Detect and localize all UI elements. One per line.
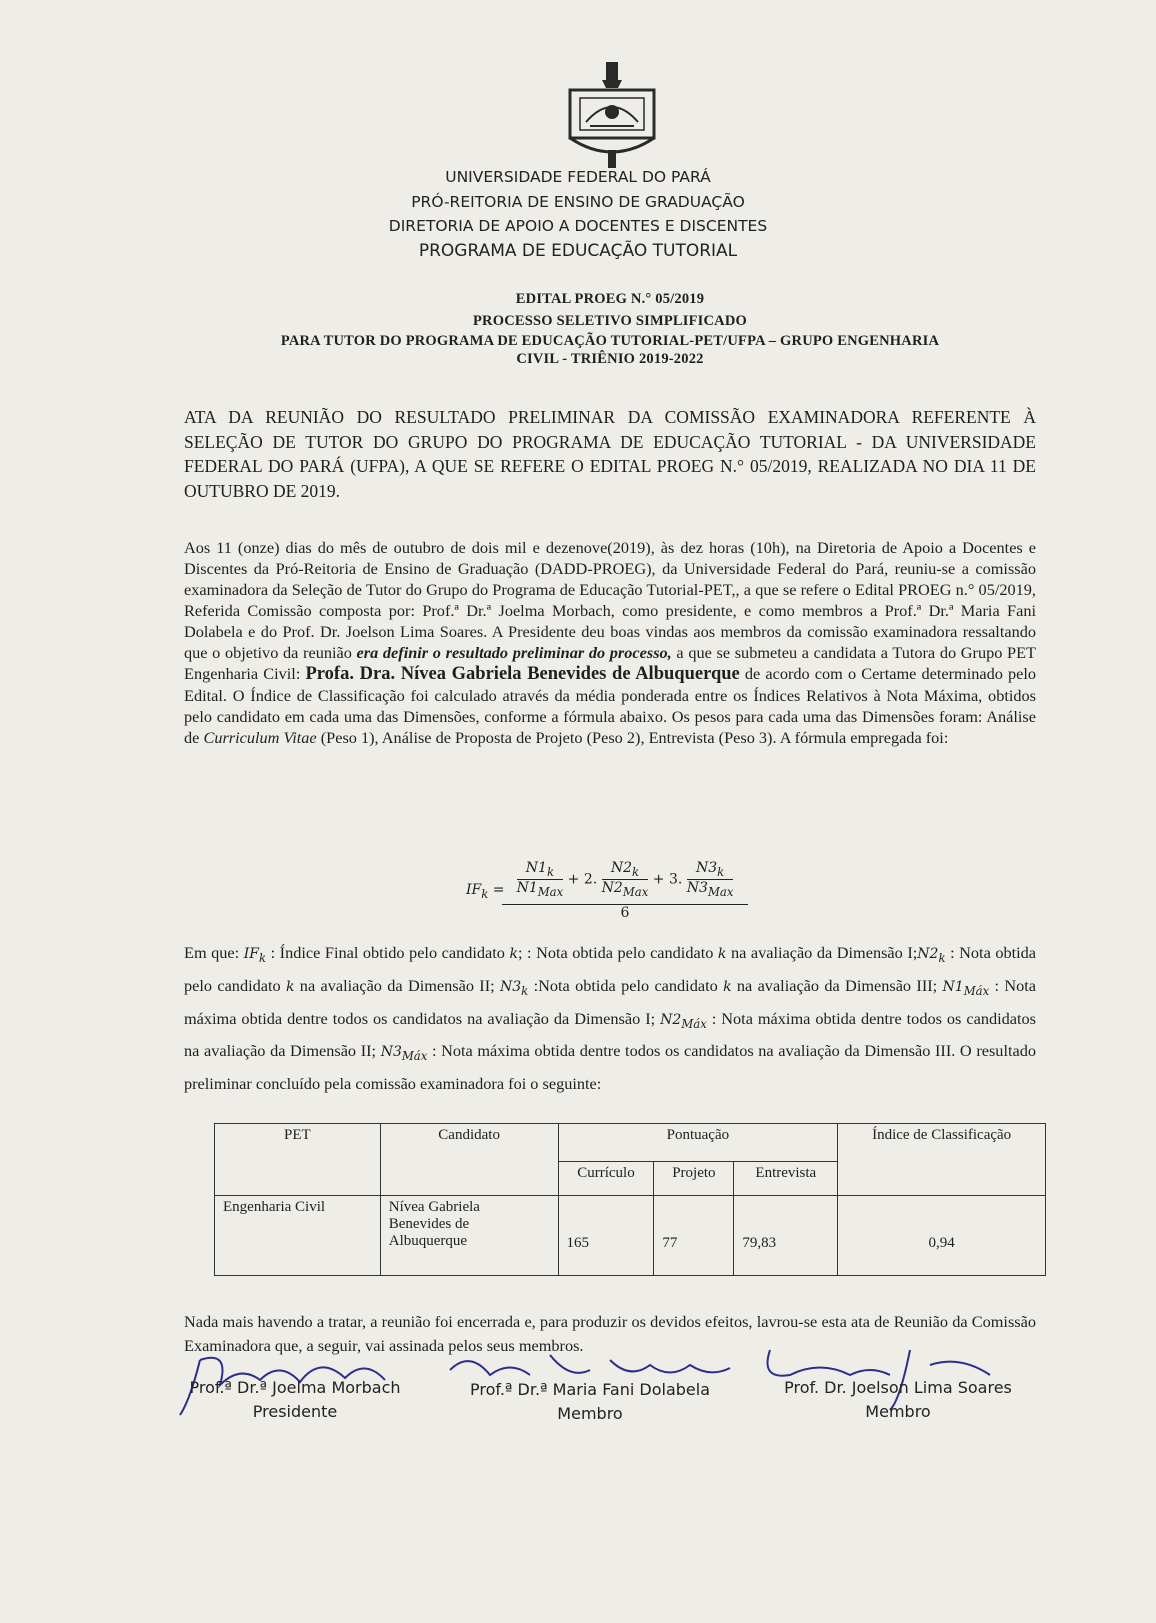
header-curriculo: Currículo — [558, 1162, 654, 1196]
diretoria: DIRETORIA DE APOIO A DOCENTES E DISCENTES — [388, 217, 768, 235]
header-pet: PET — [215, 1124, 381, 1196]
signature-membro-1 — [440, 1378, 740, 1426]
signature-presidente — [170, 1376, 420, 1424]
formula-denominator: 6 — [502, 904, 748, 921]
signature-membro-2 — [760, 1376, 1036, 1424]
curriculum-vitae: Curriculum Vitae — [203, 728, 317, 747]
tutor-title-line2: CIVIL - TRIÊNIO 2019-2022 — [516, 351, 704, 367]
table-row — [215, 1196, 1046, 1276]
university-name: UNIVERSIDADE FEDERAL DO PARÁ — [445, 168, 711, 186]
formula-numerator: $\frac{N1_k}{N1_{Max}}$ + 2. $\frac{N2_k}{N2_{Max}}$ + 3. $\frac{N3_k}{N3_{Max}}$ — [516, 860, 734, 899]
tutor-title-line1: PARA TUTOR DO PROGRAMA DE EDUCAÇÃO TUTORIAL-PET/UFPA – GRUPO ENGENHARIA — [280, 333, 940, 349]
term3: $\frac{N3_k}{N3_{Max}}$ — [686, 860, 734, 899]
processo-title: PROCESSO SELETIVO SIMPLIFICADO — [472, 313, 748, 329]
cell-pet: Engenharia Civil — [215, 1196, 381, 1276]
formula — [466, 860, 756, 920]
header-indice: Índice de Classificação — [838, 1124, 1046, 1196]
signer-name: Prof. Dr. Joelson Lima Soares — [784, 1378, 1012, 1397]
signer-name: Prof.ª Dr.ª Maria Fani Dolabela — [469, 1380, 711, 1399]
header-candidato: Candidato — [380, 1124, 558, 1196]
header-entrevista: Entrevista — [734, 1162, 838, 1196]
header-pontuacao: Pontuação — [558, 1124, 838, 1162]
cell-candidato: Nívea Gabriela Benevides de Albuquerque — [380, 1196, 558, 1276]
header-projeto: Projeto — [654, 1162, 734, 1196]
formula-lhs: $IF_k$ = — [466, 882, 505, 901]
candidate-name: Profa. Dra. Nívea Gabriela Benevides de Albuquerque — [305, 664, 740, 684]
signer-name: Prof.ª Dr.ª Joelma Morbach — [189, 1378, 401, 1397]
cell-curriculo: 165 — [558, 1196, 654, 1276]
body-text-3: de acordo com o Certame determinado pelo Edital. O Índice de Classificação foi calculado através da média ponderada entre os Índices Relativos à Nota Máxima, obtidos pelo candidato em cada uma das Dimensões, conforme a fórmula abaixo. Os pesos para cada uma das Dimensões foram: Análise de — [184, 664, 1037, 747]
signer-role: Membro — [865, 1402, 931, 1421]
cell-entrevista: 79,83 — [734, 1196, 838, 1276]
term1: $\frac{N1_k}{N1_{Max}}$ — [516, 860, 564, 899]
cell-projeto: 77 — [654, 1196, 734, 1276]
term2: $\frac{N2_k}{N2_{Max}}$ — [601, 860, 649, 899]
definitions: Em que: $IF_k$ : Índice Final obtido pelo candidato k; : Nota obtida pelo candidato k na avaliação da Dimensão $I;N2_k$ : Nota obtida pelo candidato k na avaliação da Dimensão II; $N3_k$ :Nota obtida pelo candidato k na avaliação da Dimensão III; $N1_{Máx}$ : Nota máxima obtida dentre todos os candidatos na avaliação da Dimensão I; $N2_{Máx}$ : Nota máxima obtida dentre todos os candidatos na avaliação da Dimensão II; $N3_{Máx}$ : Nota máxima obtida dentre todos os candidatos na avaliação da Dimensão III. O resultado preliminar concluído pela comissão examinadora foi o seguinte: — [184, 943, 1037, 1094]
body-text-1: Aos 11 (onze) dias do mês de outubro de dois mil e dezenove(2019), às dez horas (10h), na Diretoria de Apoio a Docentes e Discentes da Pró-Reitoria de Ensino de Graduação (DADD-PROEG), da Universidade Federal do Pará, reuniu-se a comissão examinadora da Seleção de Tutor do Grupo do Programa de Educação Tutorial-PET,, a que se refere o Edital PROEG n.° 05/2019, Referida Comissão composta por: Prof.ª Dr.ª Joelma Morbach, como presidente, e como membros a Prof.ª Dr.ª Maria Fani Dolabela e do Prof. Dr. Joelson Lima Soares. A Presidente deu boas vindas aos membros da comissão examinadora ressaltando que o objetivo da reunião — [184, 538, 1036, 662]
results-table — [214, 1123, 1046, 1276]
body-text-2: a que se submeteu a candidata a Tutora do Grupo PET Engenharia Civil: — [184, 643, 1036, 683]
ufpa-crest-logo — [566, 62, 658, 170]
body-text-4: (Peso 1), Análise de Proposta de Projeto (Peso 2), Entrevista (Peso 3). A fórmula empregada foi: — [320, 728, 949, 747]
signer-role: Membro — [557, 1404, 623, 1423]
cell-indice: 0,94 — [838, 1196, 1046, 1276]
edital-number: EDITAL PROEG N.° 05/2019 — [515, 291, 705, 307]
ata-title: ATA DA REUNIÃO DO RESULTADO PRELIMINAR DA COMISSÃO EXAMINADORA REFERENTE À SELEÇÃO DE TUTOR DO GRUPO DO PROGRAMA DE EDUCAÇÃO TUTORIAL - DA UNIVERSIDADE FEDERAL DO PARÁ (UFPA), A QUE SE REFERE O EDITAL PROEG N.° 05/2019, REALIZADA NO DIA 11 DE OUTUBRO DE 2019. — [184, 407, 1036, 501]
body-emphasis: era definir o resultado preliminar do processo, — [356, 643, 672, 662]
pro-reitoria: PRÓ-REITORIA DE ENSINO DE GRADUAÇÃO — [411, 193, 745, 211]
programa: PROGRAMA DE EDUCAÇÃO TUTORIAL — [418, 241, 738, 261]
signer-role: Presidente — [252, 1402, 338, 1421]
closing-paragraph: Nada mais havendo a tratar, a reunião foi encerrada e, para produzir os devidos efeitos, lavrou-se esta ata de Reunião da Comissão Examinadora que, a seguir, vai assinada pelos seus membros. — [184, 1312, 1036, 1355]
body-paragraph — [184, 537, 1036, 748]
